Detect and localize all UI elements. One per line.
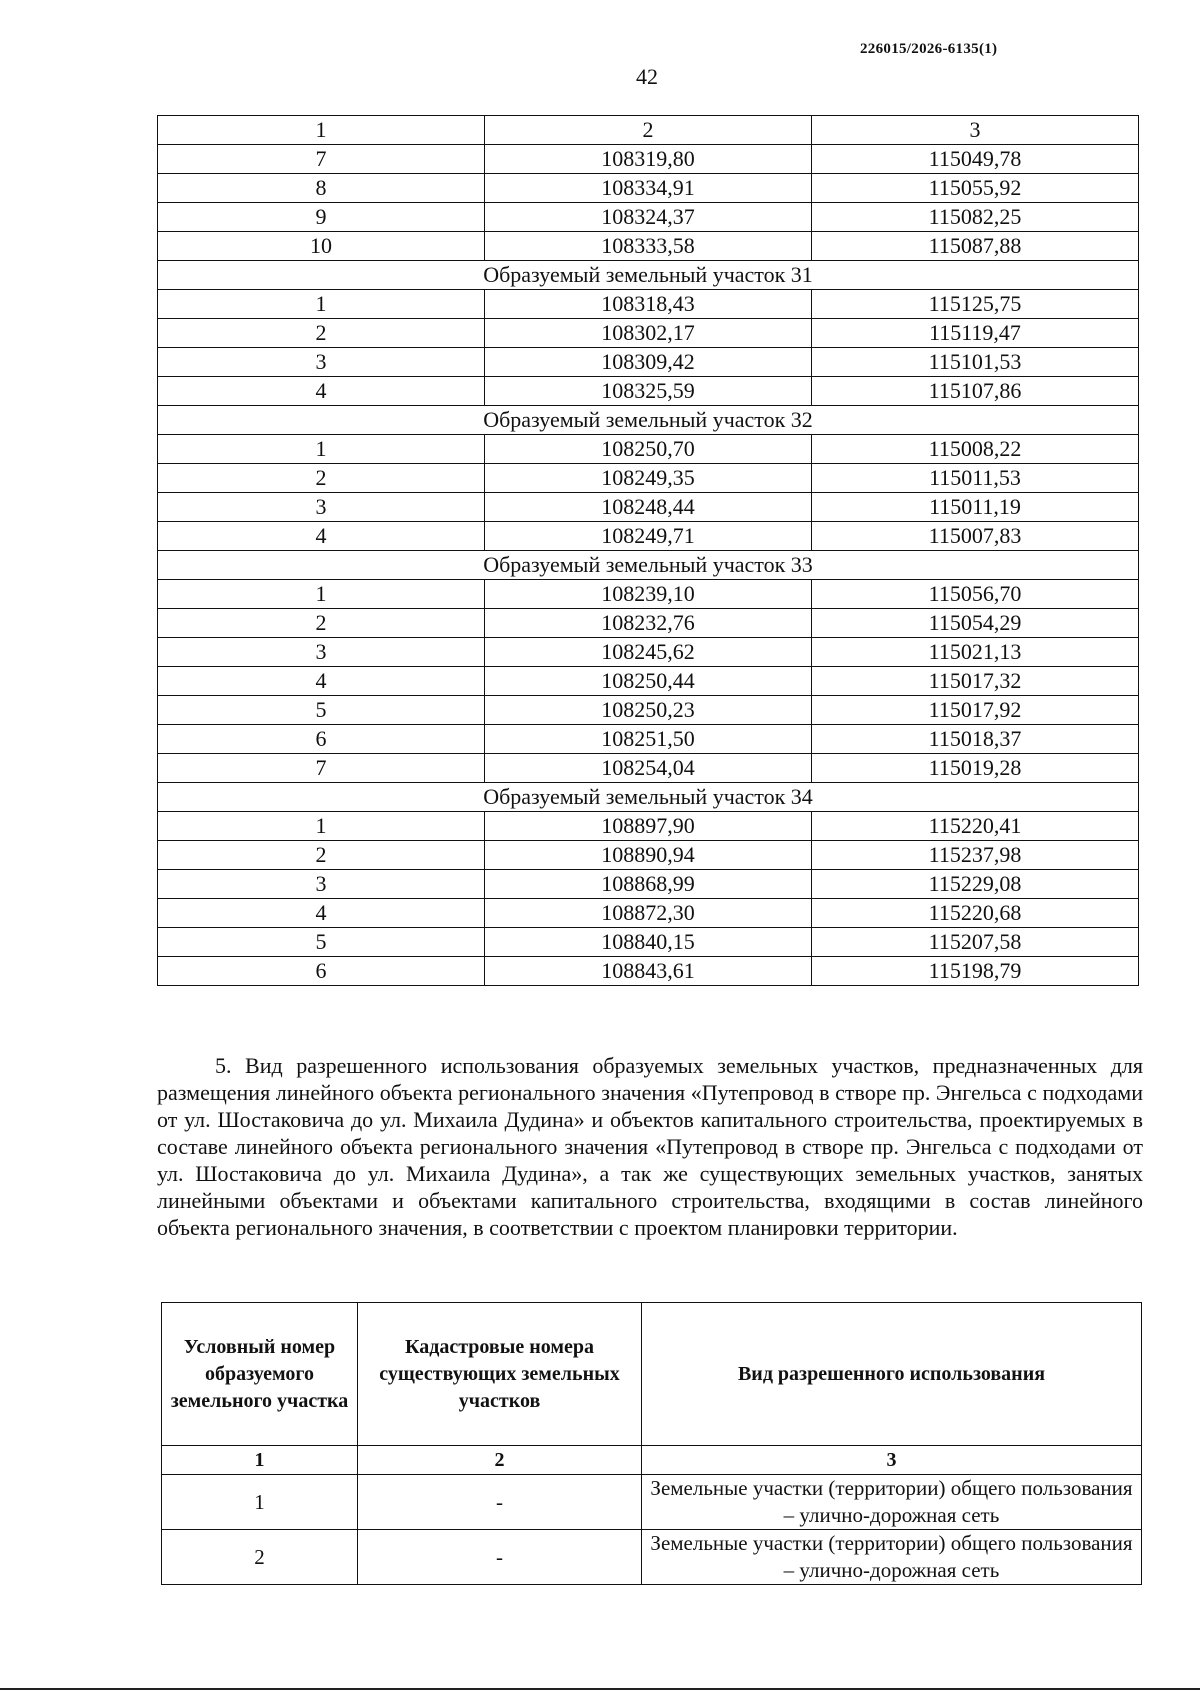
point-number-cell: 4 [158, 667, 485, 696]
table-row [158, 899, 1139, 928]
table-row [158, 348, 1139, 377]
plot-number-cell: 1 [162, 1475, 358, 1530]
table-row [158, 928, 1139, 957]
y-coordinate-cell: 115055,92 [812, 174, 1139, 203]
table-header-row [162, 1303, 1142, 1446]
point-number-cell: 1 [158, 812, 485, 841]
x-coordinate-cell: 108254,04 [485, 754, 812, 783]
point-number-cell: 2 [158, 319, 485, 348]
column-number: 3 [642, 1446, 1142, 1475]
point-number-cell: 3 [158, 638, 485, 667]
table-row [158, 841, 1139, 870]
y-coordinate-cell: 115056,70 [812, 580, 1139, 609]
x-coordinate-cell: 108239,10 [485, 580, 812, 609]
column-header: Вид разрешенного использования [642, 1303, 1142, 1446]
table-row [158, 319, 1139, 348]
x-coordinate-cell: 108251,50 [485, 725, 812, 754]
page-number: 42 [636, 64, 658, 89]
table-row [158, 377, 1139, 406]
point-number-cell: 1 [158, 580, 485, 609]
section-row [158, 261, 1139, 290]
table-row [158, 145, 1139, 174]
x-coordinate-cell: 108232,76 [485, 609, 812, 638]
point-number-cell: 7 [158, 145, 485, 174]
x-coordinate-cell: 108868,99 [485, 870, 812, 899]
land-use-table [161, 1302, 1142, 1585]
y-coordinate-cell: 115007,83 [812, 522, 1139, 551]
section-title: Образуемый земельный участок 33 [158, 551, 1139, 580]
y-coordinate-cell: 115101,53 [812, 348, 1139, 377]
y-coordinate-cell: 115019,28 [812, 754, 1139, 783]
x-coordinate-cell: 108897,90 [485, 812, 812, 841]
y-coordinate-cell: 115198,79 [812, 957, 1139, 986]
y-coordinate-cell: 115054,29 [812, 609, 1139, 638]
body-paragraph: 5. Вид разрешенного использования образуемых земельных участков, предназначенных для размещения линейного объекта регионального значения «Путепровод в створе пр. Энгельса с подходами от ул. Шостаковича до ул. Михаила Дудина» и объектов капитального строительства, проектируемых в составе линейного объекта регионального значения «Путепровод в створе пр. Энгельса с подходами от ул. Шостаковича до ул. Михаила Дудина», а так же существующих земельных участков, занятых линейными объектами и объектами капитального строительства, входящими в состав линейного объекта регионального значения, в соответствии с проектом планировки территории. [157, 1053, 1143, 1240]
table-row [158, 609, 1139, 638]
permitted-use-cell: Земельные участки (территории) общего пользования – улично-дорожная сеть [642, 1530, 1142, 1585]
x-coordinate-cell: 108843,61 [485, 957, 812, 986]
section-title: Образуемый земельный участок 34 [158, 783, 1139, 812]
x-coordinate-cell: 108309,42 [485, 348, 812, 377]
point-number-cell: 2 [158, 609, 485, 638]
table-row [162, 1475, 1142, 1530]
x-coordinate-cell: 108249,35 [485, 464, 812, 493]
section-title: Образуемый земельный участок 32 [158, 406, 1139, 435]
point-number-cell: 9 [158, 203, 485, 232]
table-row [158, 754, 1139, 783]
x-coordinate-cell: 108250,70 [485, 435, 812, 464]
y-coordinate-cell: 115049,78 [812, 145, 1139, 174]
section-row [158, 783, 1139, 812]
x-coordinate-cell: 108319,80 [485, 145, 812, 174]
coordinates-table [157, 115, 1139, 986]
point-number-cell: 7 [158, 754, 485, 783]
point-number-cell: 3 [158, 348, 485, 377]
table-row [158, 203, 1139, 232]
point-number-cell: 10 [158, 232, 485, 261]
x-coordinate-cell: 108325,59 [485, 377, 812, 406]
column-number: 2 [358, 1446, 642, 1475]
column-header: 1 [158, 116, 485, 145]
x-coordinate-cell: 108302,17 [485, 319, 812, 348]
x-coordinate-cell: 108872,30 [485, 899, 812, 928]
column-number-row [162, 1446, 1142, 1475]
y-coordinate-cell: 115229,08 [812, 870, 1139, 899]
y-coordinate-cell: 115107,86 [812, 377, 1139, 406]
y-coordinate-cell: 115087,88 [812, 232, 1139, 261]
column-header: 3 [812, 116, 1139, 145]
y-coordinate-cell: 115018,37 [812, 725, 1139, 754]
table-row [158, 667, 1139, 696]
column-header: 2 [485, 116, 812, 145]
table-row [158, 435, 1139, 464]
y-coordinate-cell: 115021,13 [812, 638, 1139, 667]
point-number-cell: 5 [158, 696, 485, 725]
document-id: 226015/2026-6135(1) [860, 41, 998, 57]
table-row [158, 957, 1139, 986]
y-coordinate-cell: 115017,92 [812, 696, 1139, 725]
section-row [158, 551, 1139, 580]
point-number-cell: 3 [158, 493, 485, 522]
y-coordinate-cell: 115082,25 [812, 203, 1139, 232]
y-coordinate-cell: 115011,53 [812, 464, 1139, 493]
y-coordinate-cell: 115220,41 [812, 812, 1139, 841]
section-row [158, 406, 1139, 435]
y-coordinate-cell: 115220,68 [812, 899, 1139, 928]
x-coordinate-cell: 108334,91 [485, 174, 812, 203]
y-coordinate-cell: 115008,22 [812, 435, 1139, 464]
point-number-cell: 4 [158, 899, 485, 928]
table-row [158, 580, 1139, 609]
y-coordinate-cell: 115017,32 [812, 667, 1139, 696]
table-row [162, 1530, 1142, 1585]
page-edge-line [0, 1688, 1200, 1690]
table-row [158, 522, 1139, 551]
x-coordinate-cell: 108890,94 [485, 841, 812, 870]
point-number-cell: 1 [158, 435, 485, 464]
y-coordinate-cell: 115125,75 [812, 290, 1139, 319]
x-coordinate-cell: 108249,71 [485, 522, 812, 551]
column-number: 1 [162, 1446, 358, 1475]
x-coordinate-cell: 108250,23 [485, 696, 812, 725]
cadastral-number-cell: - [358, 1475, 642, 1530]
table-row [158, 232, 1139, 261]
section-title: Образуемый земельный участок 31 [158, 261, 1139, 290]
table-header-row [158, 116, 1139, 145]
y-coordinate-cell: 115237,98 [812, 841, 1139, 870]
point-number-cell: 5 [158, 928, 485, 957]
point-number-cell: 4 [158, 377, 485, 406]
table-row [158, 725, 1139, 754]
point-number-cell: 6 [158, 957, 485, 986]
y-coordinate-cell: 115207,58 [812, 928, 1139, 957]
x-coordinate-cell: 108333,58 [485, 232, 812, 261]
cadastral-number-cell: - [358, 1530, 642, 1585]
table-row [158, 638, 1139, 667]
table-row [158, 464, 1139, 493]
x-coordinate-cell: 108248,44 [485, 493, 812, 522]
table-row [158, 493, 1139, 522]
point-number-cell: 3 [158, 870, 485, 899]
point-number-cell: 2 [158, 464, 485, 493]
x-coordinate-cell: 108840,15 [485, 928, 812, 957]
y-coordinate-cell: 115119,47 [812, 319, 1139, 348]
plot-number-cell: 2 [162, 1530, 358, 1585]
point-number-cell: 2 [158, 841, 485, 870]
point-number-cell: 1 [158, 290, 485, 319]
table-row [158, 812, 1139, 841]
x-coordinate-cell: 108245,62 [485, 638, 812, 667]
table-row [158, 870, 1139, 899]
column-header: Кадастровые номера существующих земельных участков [358, 1303, 642, 1446]
table-row [158, 696, 1139, 725]
table-row [158, 174, 1139, 203]
table-row [158, 290, 1139, 319]
x-coordinate-cell: 108250,44 [485, 667, 812, 696]
x-coordinate-cell: 108324,37 [485, 203, 812, 232]
column-header: Условный номер образуемого земельного участка [162, 1303, 358, 1446]
point-number-cell: 8 [158, 174, 485, 203]
x-coordinate-cell: 108318,43 [485, 290, 812, 319]
y-coordinate-cell: 115011,19 [812, 493, 1139, 522]
permitted-use-cell: Земельные участки (территории) общего пользования – улично-дорожная сеть [642, 1475, 1142, 1530]
point-number-cell: 4 [158, 522, 485, 551]
point-number-cell: 6 [158, 725, 485, 754]
